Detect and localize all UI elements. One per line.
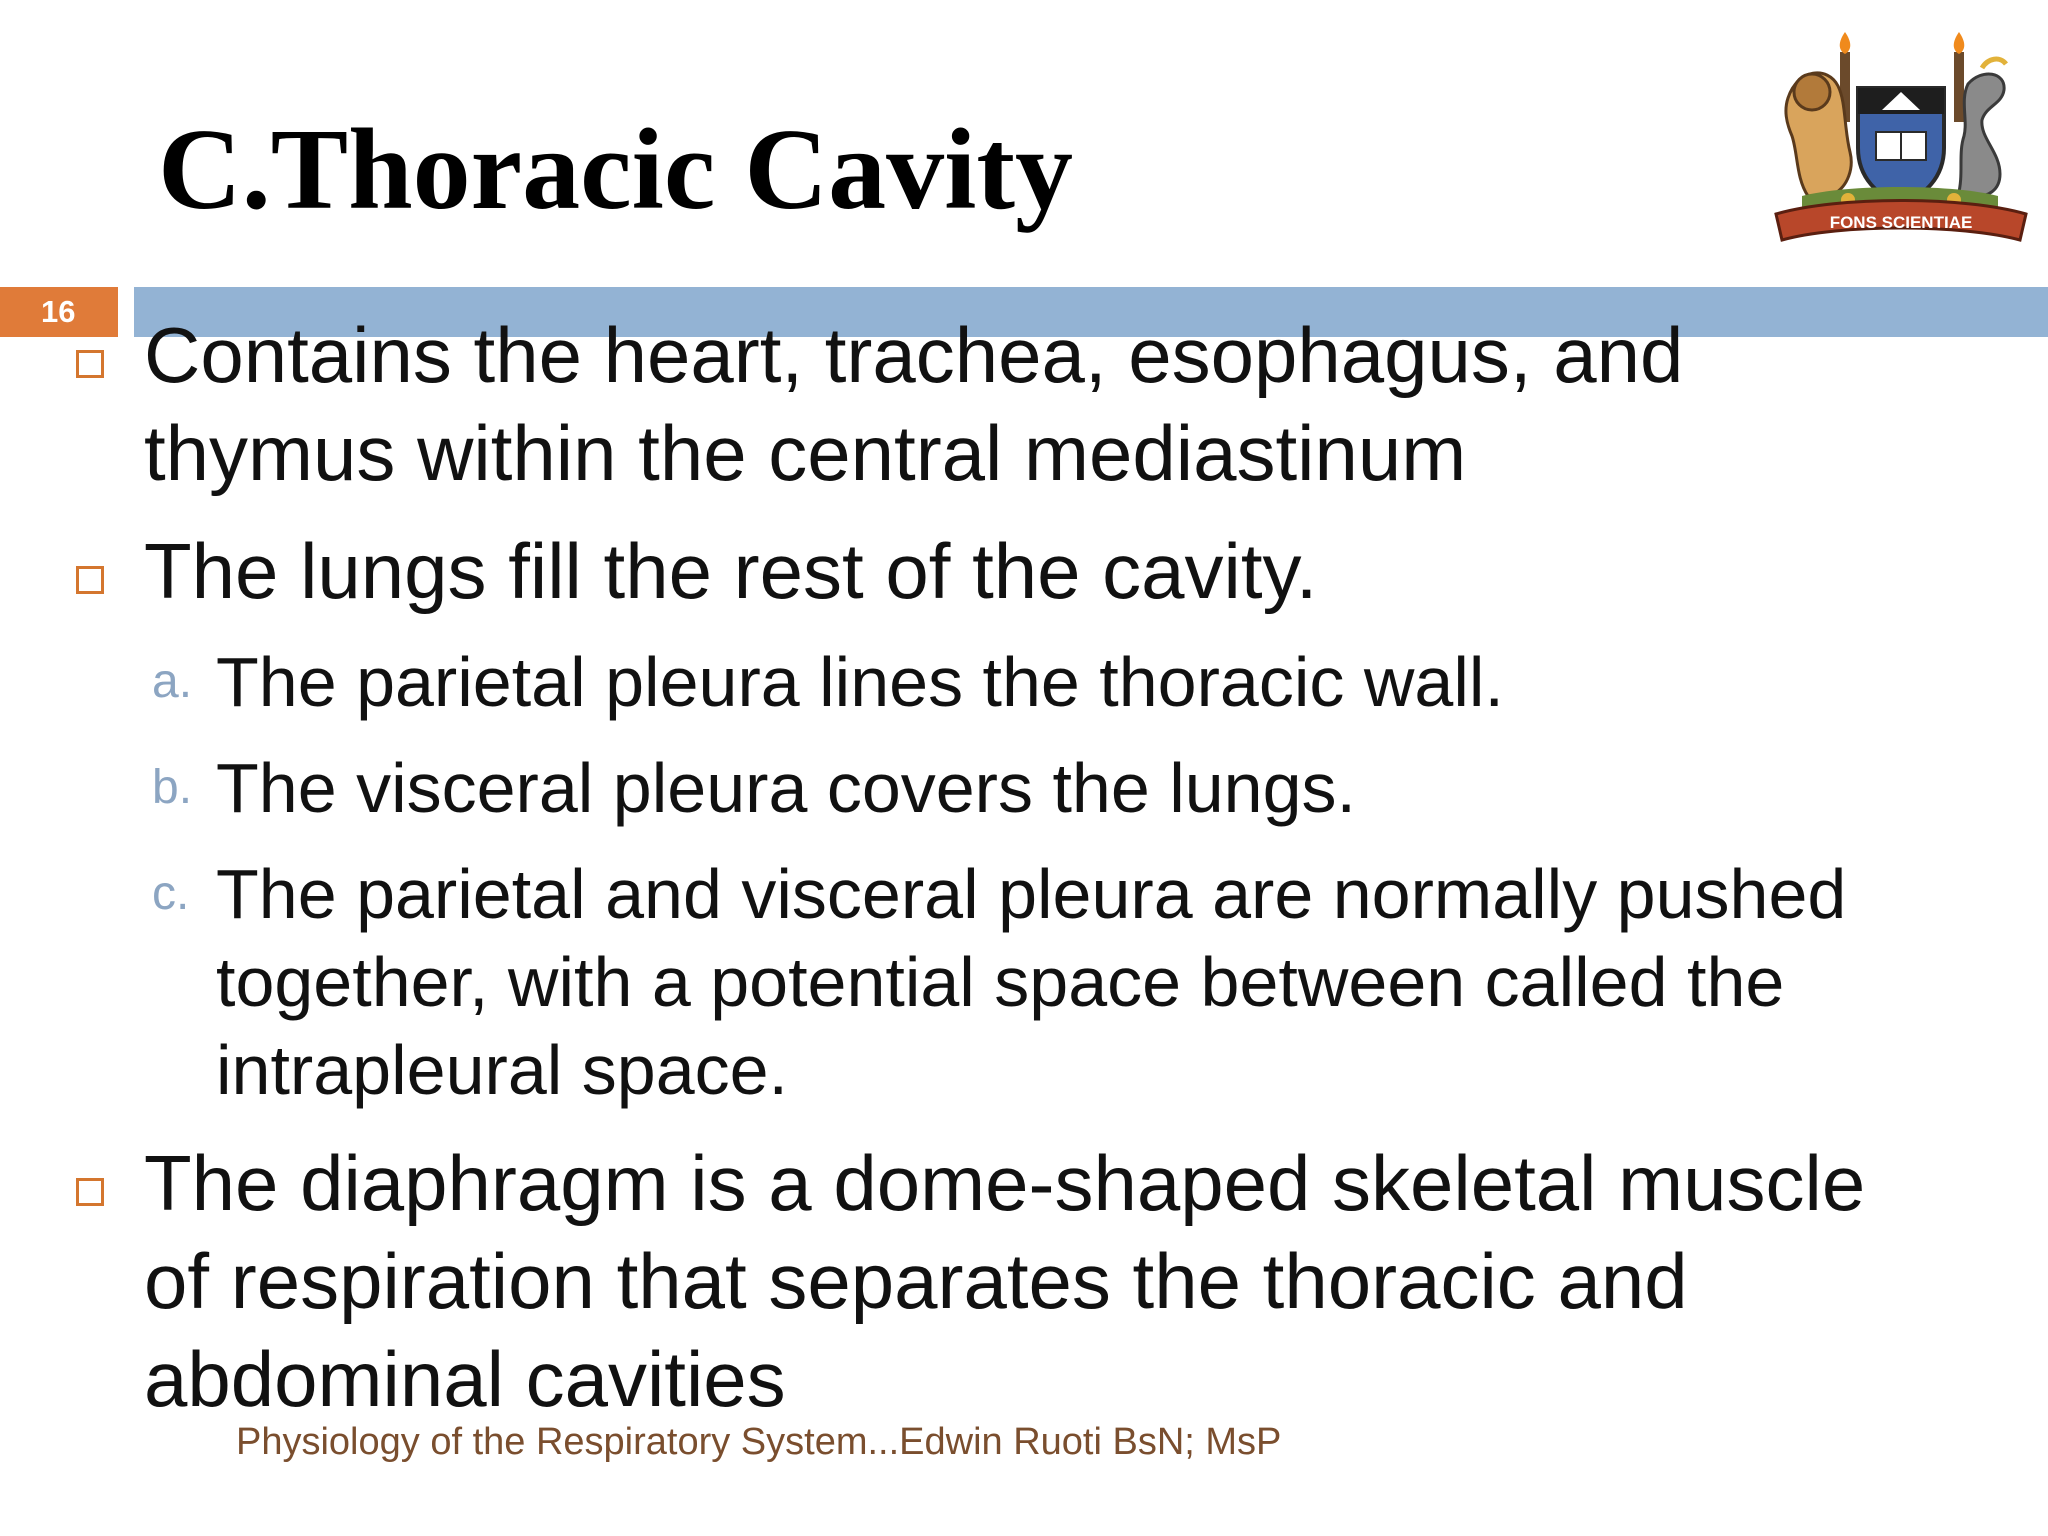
- university-crest-logo: [1768, 28, 2032, 250]
- subitem-label-c: c.: [152, 867, 190, 920]
- crest-motto: FONS SCIENTIAE: [1829, 213, 1973, 232]
- subitem-c: [216, 850, 2016, 1114]
- bullet-line: thymus within the central mediastinum: [144, 409, 1467, 497]
- subitem-line: The parietal pleura lines the thoracic wall.: [216, 643, 1504, 721]
- bullet-item-1: [144, 306, 2024, 502]
- subitem-line: together, with a potential space between called the: [216, 943, 1785, 1021]
- bullet-item-2: [144, 522, 2024, 620]
- bullet-line: Contains the heart, trachea, esophagus, and: [144, 311, 1684, 399]
- subitem-line: intrapleural space.: [216, 1031, 788, 1109]
- bullet-line: The lungs fill the rest of the cavity.: [144, 527, 1318, 615]
- bullet-item-3: [144, 1134, 2024, 1428]
- bullet-square-icon: [76, 1178, 104, 1206]
- bullet-line: abdominal cavities: [144, 1335, 786, 1423]
- slide-title: C.Thoracic Cavity: [158, 106, 1073, 234]
- bullet-square-icon: [76, 566, 104, 594]
- slide-number: 16: [0, 287, 118, 337]
- subitem-a: [216, 638, 2016, 726]
- bullet-square-icon: [76, 350, 104, 378]
- subitem-line: The parietal and visceral pleura are normally pushed: [216, 855, 1847, 933]
- subitem-b: [216, 744, 2016, 832]
- bullet-line: The diaphragm is a dome-shaped skeletal muscle: [144, 1139, 1866, 1227]
- slide-footer: Physiology of the Respiratory System...Edwin Ruoti BsN; MsP: [236, 1421, 1282, 1463]
- subitem-line: The visceral pleura covers the lungs.: [216, 749, 1356, 827]
- subitem-label-a: a.: [152, 655, 193, 708]
- subitem-label-b: b.: [152, 761, 193, 814]
- bullet-line: of respiration that separates the thoracic and: [144, 1237, 1688, 1325]
